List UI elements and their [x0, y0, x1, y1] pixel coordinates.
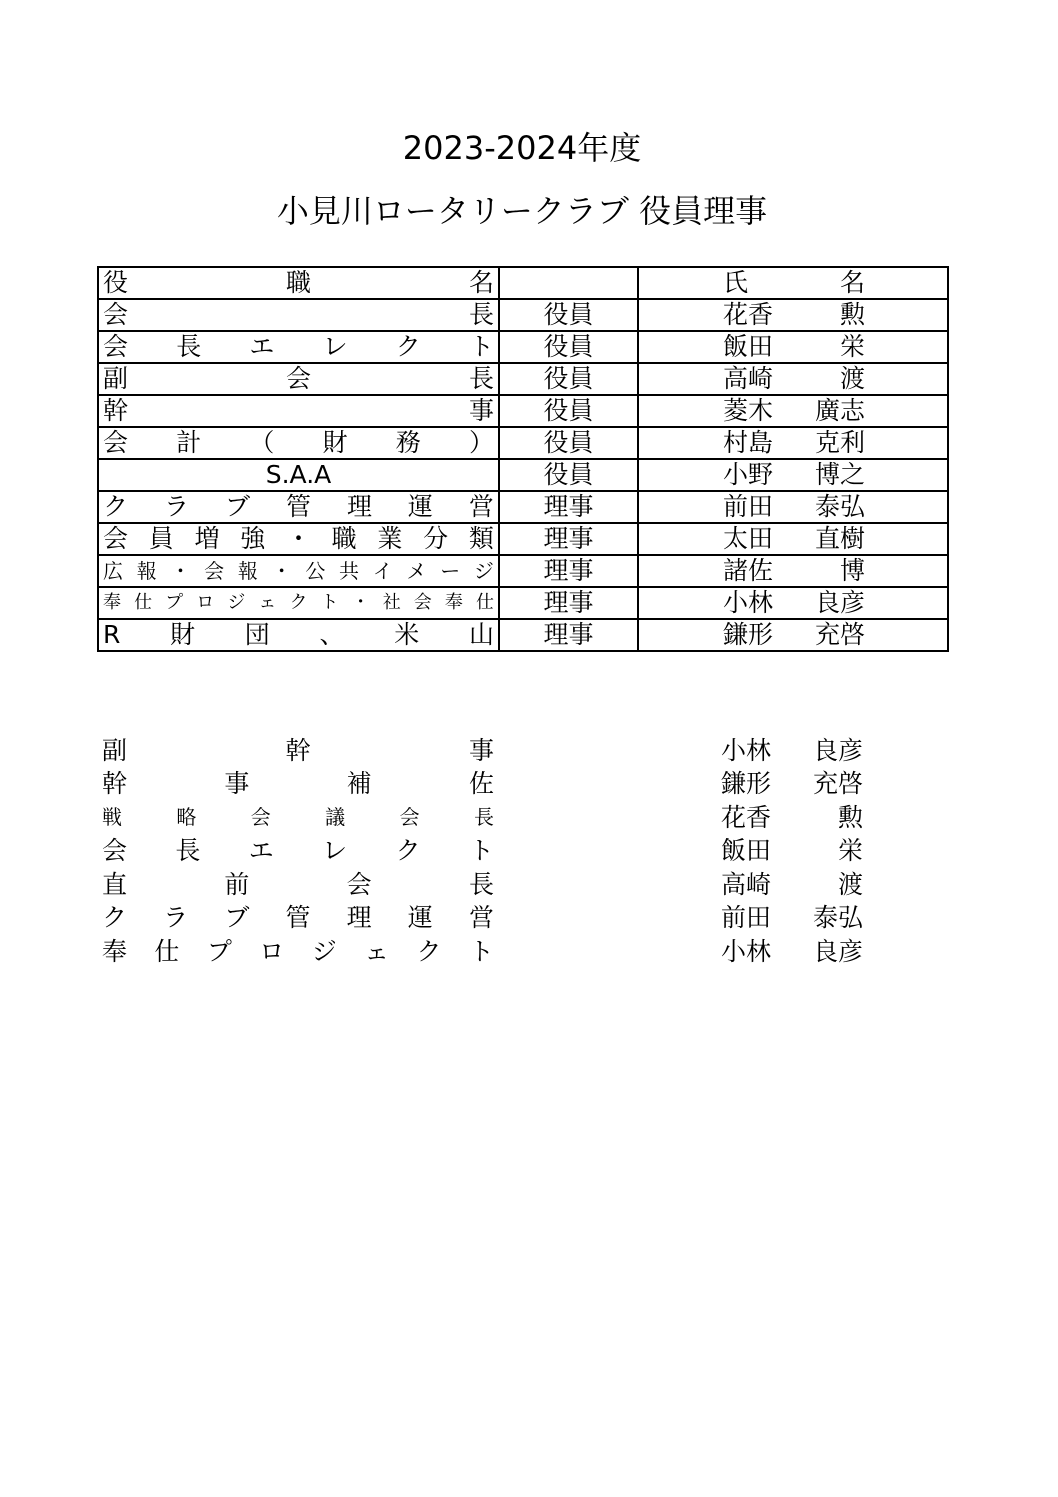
category-cell: 役員	[499, 299, 638, 331]
char: 幹	[102, 769, 128, 799]
role-label	[102, 764, 494, 800]
char: 社	[382, 592, 401, 613]
char: 員	[148, 524, 174, 553]
char: 米	[394, 620, 420, 649]
char: 博之	[814, 460, 865, 489]
char: 会	[103, 300, 129, 329]
char: 氏	[723, 268, 749, 297]
char: 長	[175, 836, 201, 866]
char: ト	[468, 936, 494, 966]
char: ）	[468, 428, 494, 457]
other-role-row	[102, 766, 882, 800]
char: 奉	[103, 592, 121, 613]
table-row	[98, 299, 948, 331]
char: レ	[322, 332, 348, 361]
char: ラ	[163, 903, 189, 933]
member-name-cell	[639, 556, 947, 586]
char: メ	[406, 559, 427, 583]
char: 廣志	[814, 396, 865, 425]
char: 長	[468, 869, 494, 899]
char: 理	[346, 903, 372, 933]
char: 営	[468, 903, 494, 933]
position-cell	[99, 300, 498, 330]
table-row	[98, 427, 948, 459]
position-cell	[99, 428, 498, 458]
char: 職	[285, 268, 311, 297]
char: ク	[289, 592, 308, 613]
member-name-cell	[639, 332, 947, 362]
char: 充啓	[814, 620, 865, 649]
char: 管	[285, 492, 311, 521]
char: 良彦	[812, 735, 863, 765]
char: ク	[102, 903, 128, 933]
category-cell: 役員	[499, 395, 638, 427]
member-name-cell	[639, 396, 947, 426]
position-cell	[99, 620, 498, 650]
char: 職	[331, 524, 357, 553]
char: 強	[240, 524, 266, 553]
char: 営	[468, 492, 494, 521]
category-cell: 理事	[499, 523, 638, 555]
char: ・	[271, 559, 292, 583]
char: 共	[339, 559, 360, 583]
char: S.A.A	[265, 460, 332, 489]
char: ・	[170, 559, 191, 583]
char: ジ	[473, 559, 494, 583]
table-header-row	[98, 267, 948, 299]
category-cell: 理事	[499, 619, 638, 651]
category-header	[499, 267, 638, 299]
char: 会	[103, 332, 129, 361]
char: 議	[325, 805, 346, 830]
char: 佐	[468, 769, 494, 799]
char: 高崎	[721, 869, 772, 899]
char: 報	[136, 559, 157, 583]
char: 幹	[103, 396, 129, 425]
position-cell	[99, 396, 498, 426]
category-cell: 役員	[499, 363, 638, 395]
char: 良彦	[814, 588, 865, 617]
char: 克利	[814, 428, 865, 457]
member-name	[721, 898, 863, 934]
char: 略	[176, 805, 197, 830]
char: 財	[170, 620, 196, 649]
char: 会	[399, 805, 420, 830]
char: ・	[351, 592, 370, 613]
char: 副	[103, 364, 129, 393]
role-label	[102, 865, 494, 901]
char: ェ	[364, 936, 390, 966]
char: ロ	[259, 936, 285, 966]
char: 小林	[721, 936, 772, 966]
char: ト	[468, 836, 494, 866]
position-cell	[99, 332, 498, 362]
char: 会	[103, 524, 129, 553]
char: 役	[103, 268, 129, 297]
char: 花香	[721, 802, 772, 832]
char: 泰弘	[812, 903, 863, 933]
char: 財	[322, 428, 348, 457]
name-header	[639, 268, 947, 298]
role-label	[102, 932, 494, 968]
member-name-cell	[639, 460, 947, 490]
char: 会	[285, 364, 311, 393]
fiscal-year-title: 2023-2024年度	[402, 129, 642, 167]
char: 報	[237, 559, 258, 583]
char: 山	[468, 620, 494, 649]
member-name-cell	[639, 364, 947, 394]
char: ロ	[196, 592, 215, 613]
char: （	[249, 428, 275, 457]
table-row	[98, 619, 948, 651]
char: 鎌形	[721, 769, 772, 799]
member-name	[721, 831, 863, 867]
table-row	[98, 523, 948, 555]
club-officers-title: 小見川ロータリークラブ 役員理事	[276, 192, 768, 230]
char: ブ	[224, 492, 250, 521]
char: ク	[103, 492, 129, 521]
char: 務	[395, 428, 421, 457]
char: 補	[346, 769, 372, 799]
position-cell	[99, 556, 498, 586]
role-label	[102, 801, 494, 830]
char: 奉	[444, 592, 463, 613]
member-name	[721, 798, 863, 834]
char: 公	[305, 559, 326, 583]
char: 分	[423, 524, 449, 553]
char: プ	[206, 936, 232, 966]
member-name-cell	[639, 588, 947, 618]
char: 会	[103, 428, 129, 457]
member-name	[721, 865, 863, 901]
role-label	[102, 731, 494, 767]
table-row	[98, 363, 948, 395]
char: 直	[102, 869, 128, 899]
other-role-row	[102, 933, 882, 967]
char: ジ	[311, 936, 337, 966]
char: 高崎	[723, 364, 774, 393]
char: 長	[473, 805, 494, 830]
char: 幹	[285, 735, 311, 765]
char: 飯田	[723, 332, 774, 361]
table-row	[98, 587, 948, 619]
char: 長	[176, 332, 202, 361]
char: ブ	[224, 903, 250, 933]
char: 泰弘	[814, 492, 865, 521]
char: 名	[468, 268, 494, 297]
table-row	[98, 331, 948, 363]
char: 管	[285, 903, 311, 933]
member-name	[721, 932, 863, 968]
char: 充啓	[812, 769, 863, 799]
other-role-row	[102, 866, 882, 900]
char: 会	[413, 592, 432, 613]
char: 諸佐	[723, 556, 774, 585]
char: エ	[249, 332, 275, 361]
char: 太田	[723, 524, 774, 553]
char: 仕	[134, 592, 153, 613]
char: 事	[468, 396, 494, 425]
char: ー	[440, 559, 461, 583]
char: ェ	[258, 592, 277, 613]
char: 飯田	[721, 836, 772, 866]
officers-table	[97, 266, 949, 652]
position-cell	[99, 364, 498, 394]
char: 運	[407, 903, 433, 933]
position-cell	[99, 492, 498, 522]
char: エ	[248, 836, 274, 866]
char: ク	[395, 836, 421, 866]
char: 会	[204, 559, 225, 583]
member-name-cell	[639, 524, 947, 554]
char: プ	[165, 592, 184, 613]
char: 会	[102, 836, 128, 866]
char: 小野	[723, 460, 774, 489]
role-label	[102, 831, 494, 867]
char: 小林	[723, 588, 774, 617]
category-cell: 役員	[499, 331, 638, 363]
char: 小林	[721, 735, 772, 765]
category-cell: 理事	[499, 555, 638, 587]
char: 運	[407, 492, 433, 521]
member-name-cell	[639, 492, 947, 522]
char: 長	[468, 364, 494, 393]
member-name	[721, 731, 863, 767]
char: ・	[285, 524, 311, 553]
char: R	[103, 620, 121, 649]
member-name-cell	[639, 428, 947, 458]
char: 菱木	[723, 396, 774, 425]
char: 広	[103, 559, 123, 583]
category-cell: 役員	[499, 427, 638, 459]
other-role-row	[102, 833, 882, 867]
role-label	[102, 898, 494, 934]
char: イ	[372, 559, 393, 583]
char: 勲	[837, 802, 863, 832]
char: 、	[319, 620, 345, 649]
char: 会	[250, 805, 271, 830]
char: 計	[176, 428, 202, 457]
char: 村島	[723, 428, 774, 457]
member-name-cell	[639, 620, 947, 650]
char: ト	[468, 332, 494, 361]
char: 戦	[102, 805, 122, 830]
other-role-row	[102, 799, 882, 833]
char: 前田	[723, 492, 774, 521]
char: 奉	[102, 936, 128, 966]
char: ク	[416, 936, 442, 966]
char: ジ	[227, 592, 246, 613]
char: 鎌形	[723, 620, 774, 649]
char: 会	[346, 869, 372, 899]
char: 直樹	[814, 524, 865, 553]
table-row	[98, 555, 948, 587]
char: 増	[194, 524, 220, 553]
category-cell: 理事	[499, 491, 638, 523]
other-roles-list	[102, 732, 882, 967]
char: 前	[224, 869, 250, 899]
char: 事	[224, 769, 250, 799]
char: 理	[346, 492, 372, 521]
char: 業	[377, 524, 403, 553]
other-role-row	[102, 900, 882, 934]
char: 渡	[837, 869, 863, 899]
char: 勲	[839, 300, 865, 329]
char: 副	[102, 735, 128, 765]
member-name	[721, 764, 863, 800]
table-row	[98, 459, 948, 491]
char: 名	[839, 268, 865, 297]
char: ト	[320, 592, 339, 613]
char: 長	[468, 300, 494, 329]
position-cell	[99, 588, 498, 618]
char: ラ	[163, 492, 189, 521]
char: 栄	[839, 332, 865, 361]
char: 良彦	[812, 936, 863, 966]
char: 渡	[839, 364, 865, 393]
table-row	[98, 395, 948, 427]
char: 博	[839, 556, 865, 585]
char: 仕	[154, 936, 180, 966]
position-cell	[99, 524, 498, 554]
char: 前田	[721, 903, 772, 933]
char: 事	[468, 735, 494, 765]
char: 類	[468, 524, 494, 553]
char: 栄	[837, 836, 863, 866]
position-cell	[99, 460, 498, 490]
char: レ	[322, 836, 348, 866]
char: 花香	[723, 300, 774, 329]
char: 仕	[475, 592, 494, 613]
member-name-cell	[639, 300, 947, 330]
category-cell: 理事	[499, 587, 638, 619]
table-row	[98, 491, 948, 523]
category-cell: 役員	[499, 459, 638, 491]
other-role-row	[102, 732, 882, 766]
char: ク	[395, 332, 421, 361]
position-header	[99, 268, 498, 298]
char: 団	[244, 620, 270, 649]
